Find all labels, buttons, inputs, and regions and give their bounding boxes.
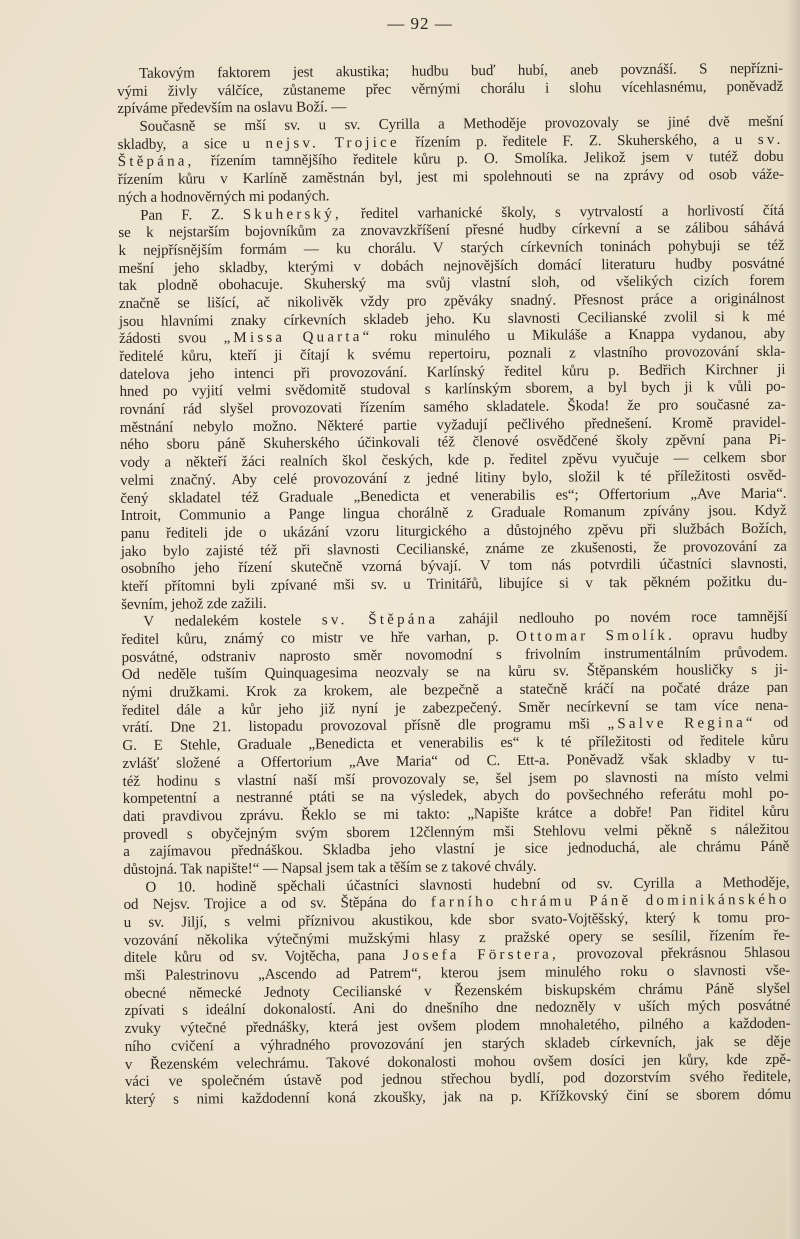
spaced-emphasis: sv. — [321, 612, 348, 629]
text-line: V nedalekém kostele sv. Štěpána zahájil nedlouho po novém roce tamnější — [143, 609, 788, 631]
text-line: u sv. Jiljí, s velmi příznivou akustikou, kde sbor svato-Vojtěšský, který k tomu pro- — [123, 909, 790, 931]
text-line: značně se lišící, ač nikolivěk vždy pro zpěváky snadný. Přesnost práce a originálnost — [118, 290, 785, 312]
text-line: zpíváme především na oslavu Boží. — — [117, 99, 347, 118]
text-line: se k nejstarším bojovníkům za znovavzkříšení přesné hudby církevní a se zálibou sáhává — [118, 219, 785, 242]
spaced-emphasis: Páně — [589, 893, 632, 910]
text-line: řízením kůru v Karlíně zaměstnán byl, jest mi spolehnouti se na zprávy od osob váže- — [117, 166, 784, 189]
spaced-emphasis: Regina“ — [684, 715, 756, 733]
text-line: ředitelé kůru, kteří ji čítají k svému repertoiru, poznali z vlastního provozování skla- — [119, 343, 786, 365]
text-line: O 10. hodině spěchali účastníci slavnosti hudební od sv. Cyrilla a Methoděje, — [145, 874, 790, 896]
spaced-emphasis: Štěpána, — [117, 153, 195, 171]
text-line: Štěpána, řízením tamnějšího ředitele kůru p. O. Smolíka. Jelikož jsem v tutéž dobu — [117, 149, 784, 171]
text-line: ditele kůru od sv. Vojtěcha, pana Josefa Förstera, provozoval překrásnou 5hlasou — [123, 945, 791, 967]
text-line: datelova jeho intenci při provozování. Karlínský ředitel kůru p. Bedřich Kirchner ji — [119, 361, 786, 383]
text-line: vými živly válčíce, zůstaneme přec věrnými chorálu i slohu vícehlasnému, poněvadž — [117, 78, 784, 100]
text-line: provedl s obyčejným svým sborem 12členným mši Stehlovu velmi pěkně s náležitou — [122, 821, 790, 843]
spaced-emphasis: Štěpána — [368, 611, 439, 629]
text-line: důstojná. Tak napište!“ — Napsal jsem tak a těším se z takové chvály. — [123, 858, 537, 878]
text-line: Takovým faktorem jest akustika; hudbu buď hubí, aneb povznáší. S nepřízni- — [138, 60, 784, 82]
text-line: Pan F. Z. Skuherský, ředitel varhanické školy, s vytrvalostí a horlivostí čítá — [140, 202, 785, 224]
spaced-emphasis: farního — [430, 894, 497, 911]
body-text — [117, 61, 791, 1110]
text-line: ředitel dále a kůr jeho již nyní je zabezpečený. Směr necírkevní se tam více nena- — [122, 697, 789, 719]
text-line: panu řediteli jde o ukázání vzoru liturgického a důstojného zpěvu při službách Božích, — [120, 520, 787, 542]
text-line: G. E Stehle, Graduale „Benedicta et venerabilis es“ k té příležitosti od ředitele kůru — [122, 732, 789, 755]
text-line: žádosti svou „Missa Quarta“ roku minulého u Mikuláše a Knappa vydanou, aby — [119, 326, 786, 348]
text-line: kteří přítomni byli zpívané mši sv. u Trinitářů, libujíce si v tak pěkném požitku du- — [121, 573, 788, 595]
text-line: mši Palestrinovu „Ascendo ad Patrem“, kterou jsem minulého roku o slavnosti vše- — [124, 962, 791, 985]
spaced-emphasis: Förstera, — [477, 946, 560, 964]
text-line: jako bylo zajisté též při slavnosti Cecilianské, známe ze zkušenosti, že provozování za — [120, 538, 787, 560]
text-line: rovnání rád slyšel provozovati řízením samého skladatele. Škoda! že pro současné za- — [119, 396, 786, 419]
text-line: v Řezenském velechrámu. Takové dokonalosti mohou ovšem dosíci jen kůry, kde zpě- — [124, 1051, 791, 1073]
text-line: dati pravdivou zprávu. Řeklo se mi takto: „Napište krátce a dobře! Pan řiditel kůru — [122, 803, 789, 825]
text-line: obecné německé Jednoty Cecilianské v Řezenském biskupském chrámu Páně slyšel — [124, 980, 791, 1002]
text-line: kompetentní a nestranné ptáti se na výsledek, abych do povšechného referátu mohl po- — [122, 785, 789, 808]
text-line: velmi značný. Aby celé provozování z jedné litiny bylo, složil k té příležitosti osvěd- — [120, 467, 787, 489]
text-line: a zajímavou přednáškou. Skladba jeho vlastní je sice jednoduchá, ale chrámu Páně — [123, 838, 790, 861]
spaced-emphasis: Skuherský, — [242, 205, 342, 223]
text-line: jsou hlavními znaky církevních skladeb jeho. Ku slavnosti Cecilianské zvolil si k mé — [118, 308, 786, 330]
text-line: vrátí. Dne 21. listopadu provozoval přísně dle programu mši „Salve Regina“ od — [122, 715, 789, 737]
text-line: též hodinu s vlastní naší mší provozovaly se, šel jsem po slavnosti na místo velmi — [122, 768, 789, 790]
spaced-emphasis: chrámu — [510, 893, 576, 911]
spaced-emphasis: Smolík. — [605, 627, 676, 645]
text-line: zvlášť složené a Offertorium „Ave Maria“ od C. Ett-a. Poněvadž však skladby v tu- — [122, 750, 789, 772]
text-line: osobního jeho řízení skutečně vzorná bývají. V tom nás potvrdili účastníci slavnosti, — [120, 556, 787, 578]
spaced-emphasis: nejsv. — [265, 135, 320, 152]
text-line: zvuky výtečné přednášky, která jest ovšem plodem mnohaletého, pilného a každoden- — [124, 1015, 791, 1038]
text-line: Od neděle tuším Quinquagesima neozvaly se na kůru sv. Štěpanském housličky s ji- — [121, 662, 788, 684]
text-line: ševním, jehož zde zažili. — [121, 595, 267, 613]
text-line: skladby, a sice u nejsv. Trojice řízením p. ředitele F. Z. Skuherského, a u sv. — [117, 131, 784, 153]
spaced-emphasis: dominikánského — [645, 892, 790, 910]
text-line: ného sboru páně Skuherského účinkovali též členové osvědčené školy zpěvní pana Pi- — [119, 432, 787, 454]
spaced-emphasis: Quarta“ — [302, 329, 373, 346]
text-line: váci ve společném ústavě pod jednou střechou bydlí, pod dozorstvím svého ředitele, — [124, 1068, 792, 1091]
text-line: městnání nebylo možno. Některé partie vyžadují pečlivého přednešení. Kromě pravidel- — [119, 414, 786, 436]
spaced-emphasis: sv. — [757, 131, 784, 148]
text-line: k nejpřísnějším formám — ku chorálu. V starých církevních toninách pohybuji se též — [118, 237, 785, 259]
spaced-emphasis: „Missa — [223, 329, 286, 347]
text-line: nými družkami. Krok za krokem, ale bezpečně a statečně kráčí na počaté dráze pan — [121, 679, 788, 702]
spaced-emphasis: Trojice — [334, 134, 400, 152]
text-line: Introit, Communio a Pange lingua chorálně z Graduale Romanum zpívány jsou. Když — [120, 502, 787, 525]
text-line: mešní jeho skladby, kterými v dobách nejnovějších domácí literaturu hudby posvátné — [118, 255, 785, 277]
text-line: vody a někteří žáci realních škol českých, kde p. ředitel zpěvu vyučuje — celkem sbor — [120, 449, 787, 472]
text-line: vozování několika výtečnými mužskými hlasy z pražské opery se sesílil, řízením ře- — [123, 927, 790, 949]
text-line: hned po vyjití velmi svědomitě studoval s karlínským sborem, a byl bych ji k vůli po- — [119, 379, 786, 401]
text-line: čený skladatel též Graduale „Benedicta et venerabilis es“; Offertorium „Ave Maria“. — [120, 485, 787, 507]
text-line: ných a hodnověrných mi podaných. — [117, 188, 330, 206]
text-line: ředitel kůru, známý co mistr ve hře varhan, p. Ottomar Smolík. opravu hudby — [121, 626, 788, 648]
text-line: zpívati s ideální dokonalostí. Ani do dnešního dne nedozněly v uších mých posvátné — [124, 998, 791, 1020]
text-line: posvátné, odstraniv naprosto směr novomodní s frivolním instrumentálním průvodem. — [121, 644, 788, 666]
spaced-emphasis: „Salve — [607, 716, 667, 733]
spaced-emphasis: Josefa — [402, 947, 460, 965]
spaced-emphasis: Ottomar — [515, 628, 589, 645]
text-line: ního cvičení a výhradného provozování jen starých skladeb církevních, jak se děje — [124, 1033, 791, 1055]
text-line: od Nejsv. Trojice a od sv. Štěpána do farního chrámu Páně dominikánského — [123, 892, 790, 914]
text-line: který s nimi každodenní koná zkoušky, jak na p. Křížkovský činí se sborem dómu — [125, 1086, 792, 1108]
text-line: tak plodně obohacuje. Skuherský ma svůj vlastní sloh, od všelikých cizích forem — [118, 273, 785, 295]
page-number: — 92 — — [387, 14, 453, 33]
text-line: Současně se mší sv. u sv. Cyrilla a Methoděje provozovaly se jiné dvě mešní — [139, 113, 784, 135]
